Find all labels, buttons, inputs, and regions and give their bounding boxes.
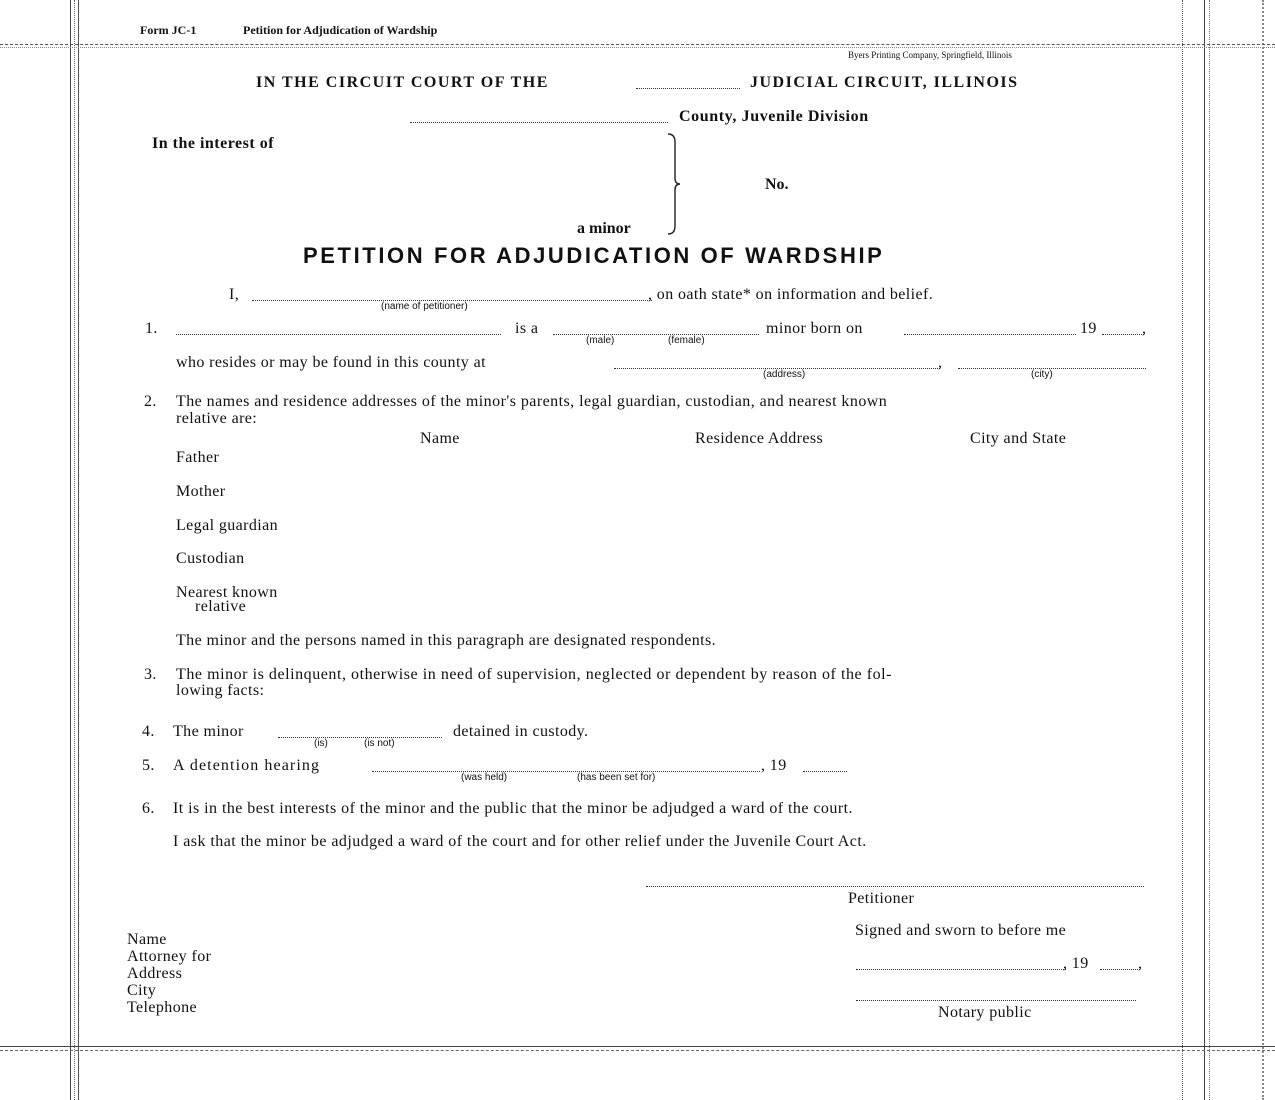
opening-i: I, <box>229 286 240 303</box>
row-relative: relative <box>195 598 247 615</box>
sworn-label: Signed and sworn to before me <box>855 922 1067 939</box>
notary-signature-field[interactable] <box>856 1000 1136 1001</box>
form-header-title: Petition for Adjudication of Wardship <box>243 23 438 37</box>
attorney-name-label: Name <box>127 931 167 948</box>
was-held-hint: (was held) <box>461 772 508 783</box>
scan-top-line <box>0 44 1275 45</box>
item1-number: 1. <box>145 320 158 337</box>
printer-credit: Byers Printing Company, Springfield, Illinois <box>848 50 1012 60</box>
a-minor-label: a minor <box>577 220 631 237</box>
county-label: County, Juvenile Division <box>679 108 869 125</box>
birth-date-field[interactable] <box>904 334 1076 335</box>
item2-text-line1: The names and residence addresses of the minor's parents, legal guardian, custodian, and nearest known <box>176 393 888 410</box>
circuit-court-suffix: JUDICIAL CIRCUIT, ILLINOIS <box>750 74 1019 91</box>
item3-line1: The minor is delinquent, otherwise in need of supervision, neglected or dependent by reason of the fol- <box>176 666 893 683</box>
item3-line2: lowing facts: <box>176 682 265 699</box>
item4-before: The minor <box>173 723 244 740</box>
is-not-hint: (is not) <box>364 738 395 749</box>
county-field[interactable] <box>410 122 668 123</box>
scan-border-left-2 <box>74 0 75 1100</box>
custody-status-field[interactable] <box>278 737 442 738</box>
item2-text-line2: relative are: <box>176 410 258 427</box>
page-title: PETITION FOR ADJUDICATION OF WARDSHIP <box>303 243 885 268</box>
scan-border-far-right <box>1262 0 1264 1100</box>
col-header-city: City and State <box>970 430 1067 447</box>
item1-is-a: is a <box>515 320 539 337</box>
attorney-address-label: Address <box>127 965 183 982</box>
scan-border-right-3 <box>1209 0 1210 1100</box>
sex-field[interactable] <box>553 334 759 335</box>
item4-number: 4. <box>142 723 155 740</box>
opening-oath: , on oath state* on information and belief. <box>648 286 934 303</box>
col-header-address: Residence Address <box>695 430 824 447</box>
birth-year-prefix: 19 <box>1080 320 1097 337</box>
item6-number: 6. <box>142 800 155 817</box>
caption-brace <box>664 132 684 236</box>
is-hint: (is) <box>314 738 328 749</box>
request-text: I ask that the minor be adjudged a ward of the court and for other relief under the Juvenile Court Act. <box>173 833 867 850</box>
item3-number: 3. <box>144 666 157 683</box>
item1-minor-born: minor born on <box>766 320 863 337</box>
birth-year-field[interactable] <box>1102 334 1144 335</box>
form-id: Form JC-1 <box>140 23 197 37</box>
minor-name-field[interactable] <box>176 334 501 335</box>
scan-top-line-2 <box>0 47 1275 48</box>
hearing-year-field[interactable] <box>803 771 847 772</box>
case-no-label: No. <box>765 176 789 193</box>
row-custodian: Custodian <box>176 550 245 567</box>
has-been-set-hint: (has been set for) <box>577 772 656 783</box>
birth-year-comma: , <box>1142 320 1147 337</box>
attorney-for-label: Attorney for <box>127 948 212 965</box>
detention-hearing-field[interactable] <box>372 771 760 772</box>
row-nearest-known: Nearest known <box>176 584 278 601</box>
scan-bottom-line-2 <box>0 1050 1275 1051</box>
item5-year: , 19 <box>761 757 787 774</box>
item2-number: 2. <box>144 393 157 410</box>
sworn-date-field[interactable] <box>856 969 1066 970</box>
female-hint: (female) <box>668 335 705 346</box>
scan-border-right-2 <box>1204 0 1205 1100</box>
petitioner-name-hint: (name of petitioner) <box>381 301 468 312</box>
item5-number: 5. <box>142 757 155 774</box>
petitioner-signature-field[interactable] <box>646 886 1144 887</box>
male-hint: (male) <box>586 335 615 346</box>
scan-border-right <box>1182 0 1183 1100</box>
item1-resides: who resides or may be found in this county at <box>176 354 486 371</box>
city-hint: (city) <box>1031 369 1053 380</box>
respondents-note: The minor and the persons named in this paragraph are designated respondents. <box>176 632 716 649</box>
attorney-telephone-label: Telephone <box>127 999 198 1016</box>
attorney-city-label: City <box>127 982 157 999</box>
item4-after: detained in custody. <box>453 723 589 740</box>
scan-border-left <box>70 0 71 1100</box>
interest-of-label: In the interest of <box>152 135 275 152</box>
item5-text: A detention hearing <box>173 757 321 774</box>
sworn-year-comma: , <box>1138 955 1143 972</box>
circuit-court-prefix: IN THE CIRCUIT COURT OF THE <box>256 74 549 91</box>
address-hint: (address) <box>763 369 806 380</box>
row-legal-guardian: Legal guardian <box>176 517 278 534</box>
circuit-number-field[interactable] <box>636 88 740 89</box>
scan-bottom-line <box>0 1046 1275 1047</box>
item6-text: It is in the best interests of the minor and the public that the minor be adjudged a ward of the court. <box>173 800 853 817</box>
petitioner-label: Petitioner <box>848 890 915 907</box>
sworn-year: , 19 <box>1063 955 1089 972</box>
address-comma: , <box>938 354 943 371</box>
row-mother: Mother <box>176 483 226 500</box>
sworn-year-field[interactable] <box>1100 969 1140 970</box>
scan-border-left-3 <box>78 0 79 1100</box>
row-father: Father <box>176 449 220 466</box>
notary-label: Notary public <box>938 1004 1032 1021</box>
col-header-name: Name <box>420 430 460 447</box>
